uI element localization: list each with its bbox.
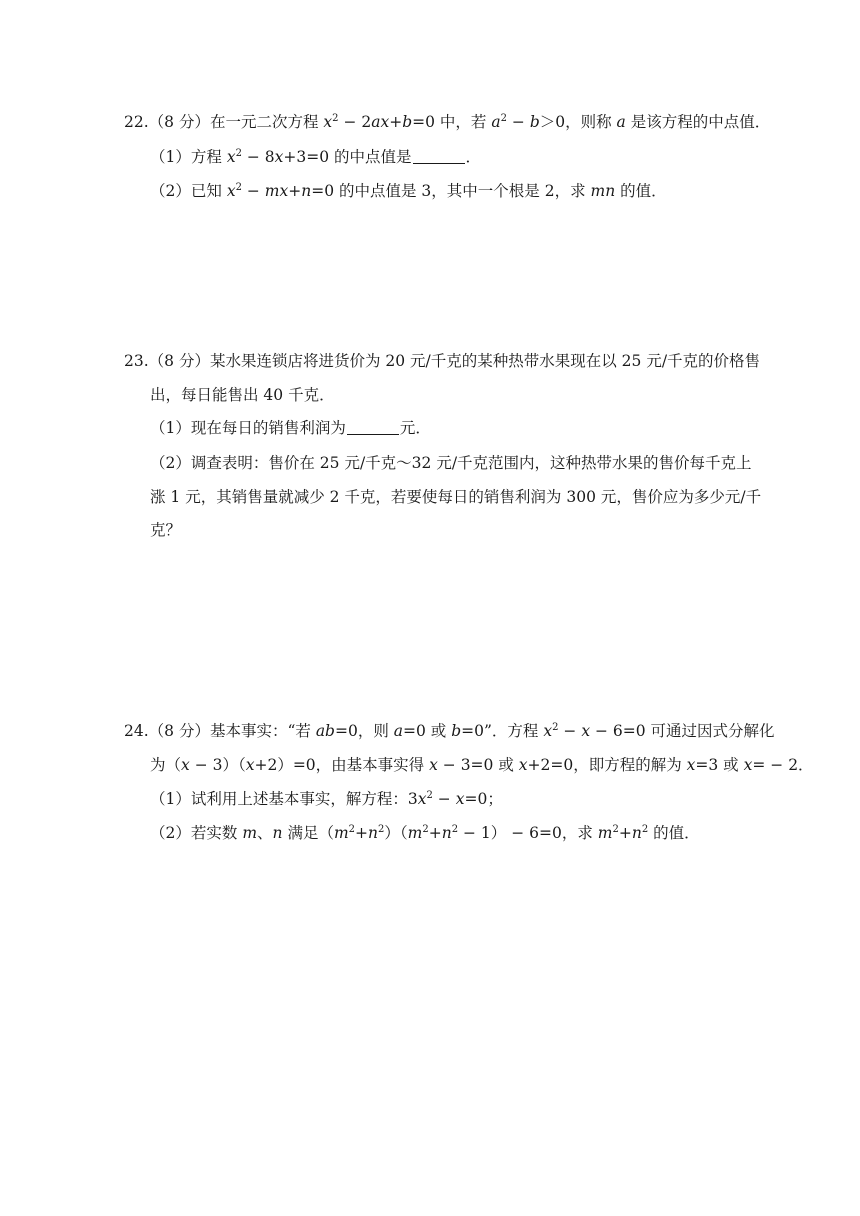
question-24-stem: 24.（8 分）基本事实：“若 ab=0，则 a=0 或 b=0”．方程 $x^2 - x - 6=0$ 可通过因式分解化 — [124, 722, 775, 740]
question-23-part-2: （2）调查表明：售价在 25 元/千克～32 元/千克范围内，这种热带水果的售价每千克上 — [150, 454, 752, 472]
question-24-part-2: （2）若实数 m、n 满足$(m^2+n^2)(m^2+n^2 - 1) - 6=0$，求 $m^2+n^2$ 的值． — [150, 824, 700, 842]
score-label: （8 分） — [148, 722, 210, 740]
question-23-stem-cont: 出，每日能售出 40 千克． — [150, 386, 335, 404]
question-23-part-1: （1）现在每日的销售利润为 元． — [150, 419, 431, 437]
question-number: 23. — [124, 352, 149, 370]
question-22-part-2: （2）已知 $x^2 - mx+n=0$ 的中点值是 3，其中一个根是 2，求 mn 的值． — [150, 182, 667, 200]
question-number: 22. — [124, 113, 149, 131]
question-23-part-2-cont: 涨 1 元，其销售量就减少 2 千克，若要使每日的销售利润为 300 元，售价应为多少元/千 — [150, 488, 762, 506]
question-22-part-1: （1）方程 $x^2 - 8x+3=0$ 的中点值是 ． — [150, 148, 482, 166]
score-label: （8 分） — [148, 113, 210, 131]
question-24-part-1: （1）试利用上述基本事实，解方程：$3x^2 - x=0$； — [150, 790, 503, 808]
answer-blank[interactable] — [413, 149, 465, 164]
question-23-part-2-end: 克？ — [150, 521, 182, 539]
question-number: 24. — [124, 722, 149, 740]
score-label: （8 分） — [148, 352, 210, 370]
question-23-stem: 23.（8 分）某水果连锁店将进货价为 20 元/千克的某种热带水果现在以 25 元/千克的价格售 — [124, 352, 761, 370]
question-24-stem-cont: 为（x − 3）（x+2）=0，由基本事实得 x − 3=0 或 x+2=0，即方程的解为 x=3 或 x= − 2． — [150, 756, 814, 774]
question-22-stem: 22.（8 分）在一元二次方程 $x^2 - 2ax+b=0$ 中，若 $a^2 - b>0$，则称 a 是该方程的中点值． — [124, 113, 771, 131]
answer-blank[interactable] — [347, 420, 399, 435]
